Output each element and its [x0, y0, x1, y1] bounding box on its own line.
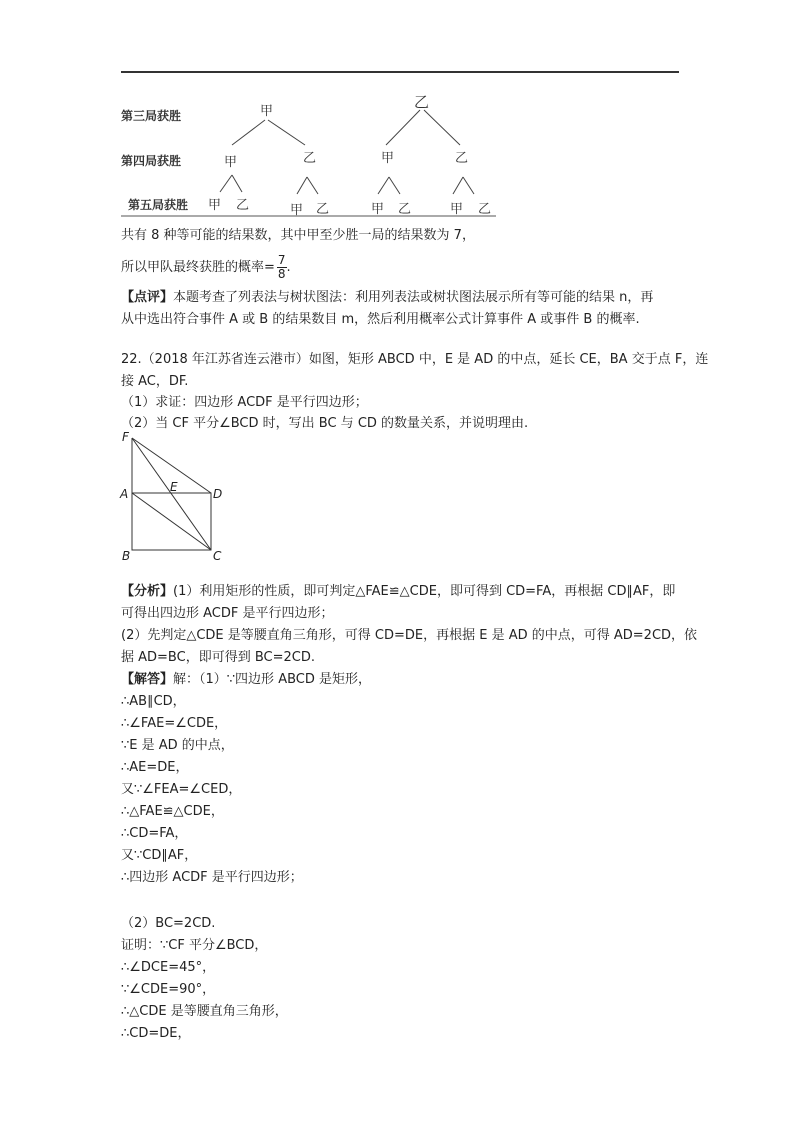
result-line-1: 共有 8 种等可能的结果数，其中甲至少胜一局的结果数为 7， — [121, 228, 475, 243]
label-a: A — [120, 487, 129, 501]
segment-fc — [132, 438, 211, 550]
tree-node-l2-yi-1: 乙 — [303, 151, 317, 166]
segment-ac — [132, 493, 211, 550]
label-b: B — [122, 549, 131, 563]
fraction-numerator: 7 — [277, 253, 286, 267]
solution-part2-line-2: 证明：∵CF 平分∠BCD， — [121, 938, 268, 953]
solution-line-4: ∵E 是 AD 的中点， — [121, 738, 234, 753]
label-f: F — [122, 430, 129, 444]
analysis-text-1: (1）利用矩形的性质，即可判定△FAE≌△CDE，即可得到 CD=FA，再根据 CD∥AF，即 — [173, 584, 676, 599]
tree-node-root-yi: 乙 — [414, 93, 430, 111]
question-1: （1）求证：四边形 ACDF 是平行四边形； — [121, 395, 368, 410]
solution-text-1: 解：（1）∵四边形 ABCD 是矩形， — [173, 672, 371, 687]
solution-line-1 — [121, 670, 371, 690]
solution-part2-line-4: ∵∠CDE=90°， — [121, 982, 216, 997]
tree-level-label-5: 第五局获胜 — [128, 198, 189, 212]
solution-part2-line-1: （2）BC=2CD. — [121, 916, 216, 931]
label-e: E — [170, 480, 178, 494]
tree-leaf-5: 甲 — [371, 202, 385, 217]
solution-line-6: 又∵∠FEA=∠CED， — [121, 782, 242, 797]
result-line-2 — [121, 252, 291, 284]
solution-line-5: ∴AE=DE， — [121, 760, 189, 775]
tree-level-label-3: 第三局获胜 — [121, 109, 182, 123]
tree-leaf-7: 甲 — [450, 202, 464, 217]
analysis-line-4: 据 AD=BC，即可得到 BC=2CD. — [121, 650, 315, 665]
comment-text-1: 本题考查了列表法与树状图法：利用列表法或树状图法展示所有等可能的结果 n，再 — [173, 290, 654, 305]
tree-leaf-8: 乙 — [478, 202, 492, 217]
tree-leaf-3: 甲 — [290, 203, 304, 218]
comment-line-2: 从中选出符合事件 A 或 B 的结果数目 m，然后利用概率公式计算事件 A 或事件 B 的概率. — [121, 312, 640, 327]
problem-line-1: 22.（2018 年江苏省连云港市）如图，矩形 ABCD 中，E 是 AD 的中点，延长 CE，BA 交于点 F，连 — [121, 352, 709, 367]
solution-line-7: ∴△FAE≌△CDE， — [121, 804, 224, 819]
tree-node-l2-jia-1: 甲 — [224, 155, 238, 170]
tree-leaf-2: 乙 — [236, 198, 250, 213]
tree-branches — [0, 0, 800, 230]
solution-line-2: ∴AB∥CD， — [121, 694, 186, 709]
geometry-figure — [115, 428, 235, 563]
solution-part2-line-5: ∴△CDE 是等腰直角三角形， — [121, 1004, 288, 1019]
comment-line-1 — [121, 288, 653, 308]
tree-leaf-1: 甲 — [208, 198, 222, 213]
solution-line-8: ∴CD=FA， — [121, 826, 188, 841]
tree-node-root-jia: 甲 — [260, 104, 274, 119]
label-d: D — [213, 487, 223, 501]
label-c: C — [213, 549, 222, 563]
analysis-line-1 — [121, 582, 675, 602]
tree-leaf-4: 乙 — [316, 202, 330, 217]
comment-tag: 【点评】 — [121, 290, 174, 305]
tree-node-l2-yi-2: 乙 — [455, 151, 469, 166]
tree-level-label-4: 第四局获胜 — [121, 154, 182, 168]
result-line-2-suffix: . — [286, 260, 291, 275]
fraction-denominator: 8 — [277, 267, 286, 281]
analysis-line-2: 可得出四边形 ACDF 是平行四边形； — [121, 606, 334, 621]
solution-part2-line-3: ∴∠DCE=45°， — [121, 960, 216, 975]
tree-node-l2-jia-2: 甲 — [381, 151, 395, 166]
solution-line-10: ∴四边形 ACDF 是平行四边形； — [121, 870, 303, 885]
tree-leaf-6: 乙 — [398, 202, 412, 217]
analysis-line-3: (2）先判定△CDE 是等腰直角三角形，可得 CD=DE，再根据 E 是 AD 的中点，可得 AD=2CD，依 — [121, 628, 698, 643]
result-line-2-prefix: 所以甲队最终获胜的概率= — [121, 260, 275, 275]
solution-line-3: ∴∠FAE=∠CDE， — [121, 716, 228, 731]
solution-part2-line-6: ∴CD=DE， — [121, 1026, 191, 1041]
solution-line-9: 又∵CD∥AF， — [121, 848, 198, 863]
question-2: （2）当 CF 平分∠BCD 时，写出 BC 与 CD 的数量关系，并说明理由. — [121, 416, 529, 431]
problem-line-2: 接 AC，DF. — [121, 374, 189, 389]
probability-fraction — [277, 254, 287, 281]
analysis-tag: 【分析】 — [121, 584, 174, 599]
solution-tag: 【解答】 — [121, 672, 174, 687]
